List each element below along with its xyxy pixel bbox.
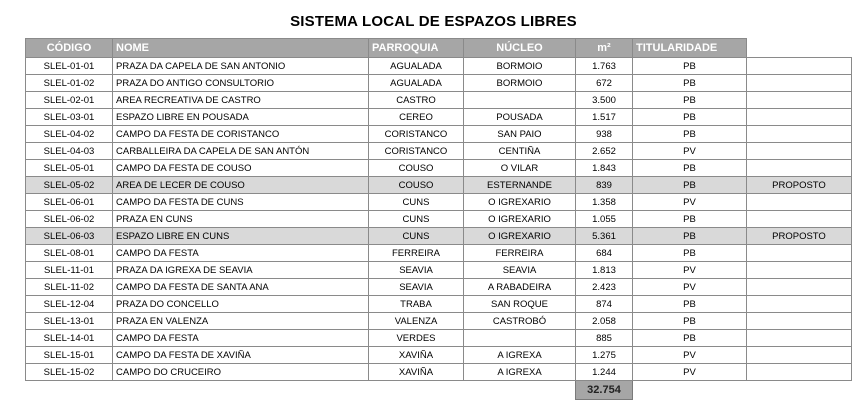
table-row — [26, 330, 852, 347]
cell-parroquia: XAVIÑA — [369, 364, 464, 381]
cell-titularidade: PB — [633, 177, 747, 194]
cell-nome: CAMPO DA FESTA DE COUSO — [113, 160, 369, 177]
cell-m2: 2.652 — [576, 143, 633, 160]
cell-nota — [747, 245, 852, 262]
cell-nota — [747, 75, 852, 92]
cell-nota — [747, 126, 852, 143]
cell-m2: 874 — [576, 296, 633, 313]
cell-titularidade: PB — [633, 58, 747, 75]
cell-nome: AREA DE LECER DE COUSO — [113, 177, 369, 194]
cell-nucleo: SEAVIA — [464, 262, 576, 279]
cell-codigo: SLEL-03-01 — [26, 109, 113, 126]
cell-nucleo: O IGREXARIO — [464, 194, 576, 211]
column-header-nome: NOME — [113, 39, 369, 58]
cell-titularidade: PB — [633, 109, 747, 126]
table-row — [26, 143, 852, 160]
column-header-nucleo: NÚCLEO — [464, 39, 576, 58]
table-row — [26, 245, 852, 262]
cell-nome: CAMPO DA FESTA DE SANTA ANA — [113, 279, 369, 296]
cell-titularidade: PB — [633, 75, 747, 92]
column-header-blank — [747, 39, 852, 58]
cell-parroquia: CEREO — [369, 109, 464, 126]
cell-parroquia: AGUALADA — [369, 75, 464, 92]
table-row — [26, 177, 852, 194]
cell-codigo: SLEL-12-04 — [26, 296, 113, 313]
column-header-parroquia: PARROQUIA — [369, 39, 464, 58]
cell-codigo: SLEL-11-02 — [26, 279, 113, 296]
cell-nota — [747, 160, 852, 177]
cell-codigo: SLEL-02-01 — [26, 92, 113, 109]
cell-nota: PROPOSTO — [747, 177, 852, 194]
cell-nota — [747, 347, 852, 364]
column-header-titularidade: TITULARIDADE — [633, 39, 747, 58]
cell-titularidade: PB — [633, 228, 747, 245]
cell-titularidade: PB — [633, 313, 747, 330]
cell-parroquia: COUSO — [369, 177, 464, 194]
cell-nome: ESPAZO LIBRE EN POUSADA — [113, 109, 369, 126]
total-m2: 32.754 — [576, 381, 633, 400]
cell-nucleo: CENTIÑA — [464, 143, 576, 160]
cell-parroquia: SEAVIA — [369, 279, 464, 296]
table-row — [26, 58, 852, 75]
cell-nucleo: SAN PAIO — [464, 126, 576, 143]
cell-nucleo: CASTROBÓ — [464, 313, 576, 330]
cell-m2: 672 — [576, 75, 633, 92]
cell-titularidade: PB — [633, 92, 747, 109]
cell-m2: 1.763 — [576, 58, 633, 75]
table-row — [26, 75, 852, 92]
cell-m2: 2.058 — [576, 313, 633, 330]
cell-nome: CAMPO DA FESTA DE CUNS — [113, 194, 369, 211]
page-title: SISTEMA LOCAL DE ESPAZOS LIBRES — [290, 13, 577, 30]
table-header-row — [26, 39, 852, 58]
cell-nome: CAMPO DA FESTA — [113, 330, 369, 347]
cell-titularidade: PB — [633, 211, 747, 228]
espazos-libres-table — [25, 38, 852, 400]
table-row — [26, 160, 852, 177]
cell-nucleo — [464, 92, 576, 109]
cell-nome: AREA RECREATIVA DE CASTRO — [113, 92, 369, 109]
cell-nota — [747, 296, 852, 313]
cell-codigo: SLEL-11-01 — [26, 262, 113, 279]
cell-codigo: SLEL-04-03 — [26, 143, 113, 160]
cell-nome: CAMPO DA FESTA DE XAVIÑA — [113, 347, 369, 364]
cell-nome: PRAZA DA IGREXA DE SEAVIA — [113, 262, 369, 279]
cell-parroquia: SEAVIA — [369, 262, 464, 279]
cell-codigo: SLEL-01-01 — [26, 58, 113, 75]
cell-titularidade: PV — [633, 262, 747, 279]
cell-titularidade: PB — [633, 296, 747, 313]
cell-nucleo: ESTERNANDE — [464, 177, 576, 194]
cell-nome: CAMPO DA FESTA — [113, 245, 369, 262]
cell-codigo: SLEL-05-01 — [26, 160, 113, 177]
cell-titularidade: PB — [633, 160, 747, 177]
cell-m2: 3.500 — [576, 92, 633, 109]
cell-m2: 2.423 — [576, 279, 633, 296]
cell-parroquia: VALENZA — [369, 313, 464, 330]
table-row — [26, 211, 852, 228]
cell-nota — [747, 364, 852, 381]
cell-nome: PRAZA DO ANTIGO CONSULTORIO — [113, 75, 369, 92]
cell-m2: 1.244 — [576, 364, 633, 381]
cell-codigo: SLEL-15-01 — [26, 347, 113, 364]
cell-m2: 885 — [576, 330, 633, 347]
cell-nucleo — [464, 330, 576, 347]
cell-nota — [747, 211, 852, 228]
cell-nota — [747, 313, 852, 330]
cell-nucleo: POUSADA — [464, 109, 576, 126]
cell-parroquia: AGUALADA — [369, 58, 464, 75]
cell-codigo: SLEL-14-01 — [26, 330, 113, 347]
cell-parroquia: CASTRO — [369, 92, 464, 109]
cell-nucleo: A IGREXA — [464, 347, 576, 364]
cell-nome: CAMPO DA FESTA DE CORISTANCO — [113, 126, 369, 143]
table-row — [26, 262, 852, 279]
cell-codigo: SLEL-08-01 — [26, 245, 113, 262]
cell-parroquia: FERREIRA — [369, 245, 464, 262]
cell-titularidade: PB — [633, 330, 747, 347]
cell-codigo: SLEL-13-01 — [26, 313, 113, 330]
cell-parroquia: XAVIÑA — [369, 347, 464, 364]
cell-parroquia: CORISTANCO — [369, 143, 464, 160]
cell-titularidade: PB — [633, 245, 747, 262]
cell-parroquia: CUNS — [369, 228, 464, 245]
total-row — [26, 381, 852, 400]
table-row — [26, 126, 852, 143]
cell-nota — [747, 330, 852, 347]
cell-titularidade: PV — [633, 143, 747, 160]
cell-m2: 1.358 — [576, 194, 633, 211]
cell-nucleo: O IGREXARIO — [464, 211, 576, 228]
cell-titularidade: PV — [633, 279, 747, 296]
cell-nota — [747, 194, 852, 211]
cell-parroquia: CUNS — [369, 211, 464, 228]
cell-parroquia: COUSO — [369, 160, 464, 177]
cell-nome: CAMPO DO CRUCEIRO — [113, 364, 369, 381]
cell-titularidade: PV — [633, 364, 747, 381]
table-row — [26, 313, 852, 330]
cell-nome: PRAZA EN VALENZA — [113, 313, 369, 330]
cell-codigo: SLEL-01-02 — [26, 75, 113, 92]
cell-m2: 938 — [576, 126, 633, 143]
cell-nota: PROPOSTO — [747, 228, 852, 245]
cell-nome: CARBALLEIRA DA CAPELA DE SAN ANTÓN — [113, 143, 369, 160]
cell-titularidade: PB — [633, 126, 747, 143]
table-row — [26, 92, 852, 109]
cell-nome: PRAZA EN CUNS — [113, 211, 369, 228]
cell-nucleo: A RABADEIRA — [464, 279, 576, 296]
cell-nucleo: A IGREXA — [464, 364, 576, 381]
cell-nota — [747, 143, 852, 160]
cell-parroquia: CORISTANCO — [369, 126, 464, 143]
table-row — [26, 347, 852, 364]
cell-codigo: SLEL-06-02 — [26, 211, 113, 228]
cell-nucleo: O IGREXARIO — [464, 228, 576, 245]
cell-m2: 1.843 — [576, 160, 633, 177]
cell-codigo: SLEL-04-02 — [26, 126, 113, 143]
cell-codigo: SLEL-05-02 — [26, 177, 113, 194]
cell-parroquia: CUNS — [369, 194, 464, 211]
cell-nota — [747, 279, 852, 296]
table-row — [26, 296, 852, 313]
cell-nota — [747, 58, 852, 75]
cell-nome: ESPAZO LIBRE EN CUNS — [113, 228, 369, 245]
column-header-m2: m² — [576, 39, 633, 58]
table-row — [26, 364, 852, 381]
table-row — [26, 228, 852, 245]
cell-titularidade: PV — [633, 194, 747, 211]
cell-nota — [747, 109, 852, 126]
cell-m2: 1.055 — [576, 211, 633, 228]
cell-nucleo: FERREIRA — [464, 245, 576, 262]
cell-m2: 1.813 — [576, 262, 633, 279]
column-header-codigo: CÓDIGO — [26, 39, 113, 58]
cell-codigo: SLEL-06-01 — [26, 194, 113, 211]
cell-m2: 684 — [576, 245, 633, 262]
cell-nota — [747, 92, 852, 109]
cell-codigo: SLEL-15-02 — [26, 364, 113, 381]
cell-m2: 1.275 — [576, 347, 633, 364]
table-row — [26, 279, 852, 296]
cell-nota — [747, 262, 852, 279]
cell-nucleo: O VILAR — [464, 160, 576, 177]
cell-m2: 1.517 — [576, 109, 633, 126]
cell-nucleo: SAN ROQUE — [464, 296, 576, 313]
cell-parroquia: VERDES — [369, 330, 464, 347]
table-row — [26, 194, 852, 211]
cell-m2: 839 — [576, 177, 633, 194]
cell-nome: PRAZA DA CAPELA DE SAN ANTONIO — [113, 58, 369, 75]
cell-codigo: SLEL-06-03 — [26, 228, 113, 245]
cell-m2: 5.361 — [576, 228, 633, 245]
table-row — [26, 109, 852, 126]
cell-titularidade: PV — [633, 347, 747, 364]
cell-parroquia: TRABA — [369, 296, 464, 313]
cell-nome: PRAZA DO CONCELLO — [113, 296, 369, 313]
cell-nucleo: BORMOIO — [464, 75, 576, 92]
cell-nucleo: BORMOIO — [464, 58, 576, 75]
